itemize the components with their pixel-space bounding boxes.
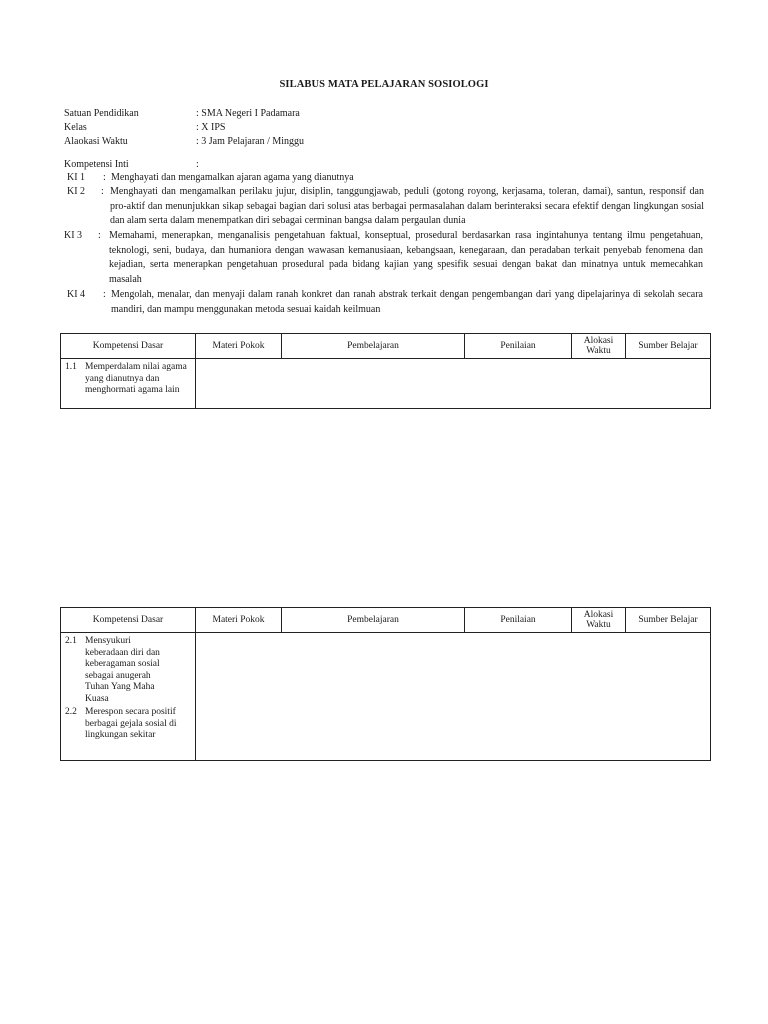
table-header-row	[61, 334, 711, 359]
ki-text: Mengolah, menalar, dan menyaji dalam ranah konkret dan ranah abstrak terkait dengan pengembangan dari yang dipelajarinya di sekolah secara mandiri, dan mampu menggunakan metoda sesuai kaidah keilmuan	[111, 289, 703, 315]
syllabus-table-1	[60, 333, 711, 409]
ki-code: KI 2	[67, 186, 86, 197]
kd-text: Mensyukuri keberadaan diri dan keberagaman sosial sebagai anugerah Tuhan Yang Maha Kuasa	[85, 636, 160, 704]
table-row	[61, 633, 711, 761]
info-value: : SMA Negeri I Padamara	[196, 108, 300, 119]
ki-item-3	[64, 229, 707, 289]
ki-sep: :	[101, 186, 104, 197]
document-title: SILABUS MATA PELAJARAN SOSIOLOGI	[279, 79, 489, 90]
ki-code: KI 3	[64, 230, 83, 241]
col-header-penilaian: Penilaian	[465, 608, 572, 633]
ki-text: Menghayati dan mengamalkan perilaku jujur, disiplin, tanggungjawab, peduli (gotong royong, kerjasama, toleran, damai), santun, responsif dan pro-aktif dan menunjukkan sikap sebagai bagian dari solusi atas berbagai permasalahan dalam berinteraksi secara efektif dengan lingkungan sosial dan alam serta dalam menempatkan diri sebagai cerminan bangsa dalam pergaulan dunia	[110, 186, 704, 226]
col-header-alokasi-waktu: Alokasi Waktu	[572, 608, 626, 633]
ki-item-2	[67, 185, 707, 230]
ki-code: KI 4	[67, 289, 86, 300]
ki-sep: :	[103, 289, 106, 300]
col-header-kompetensi-dasar: Kompetensi Dasar	[61, 608, 196, 633]
col-header-sumber-belajar: Sumber Belajar	[626, 334, 711, 359]
ki-item-4	[67, 288, 707, 318]
empty-content-cell	[196, 633, 711, 761]
col-header-materi-pokok: Materi Pokok	[196, 334, 282, 359]
kd-text: Merespon secara positif berbagai gejala sosial di lingkungan sekitar	[85, 707, 177, 740]
table-header-row	[61, 608, 711, 633]
info-label: Satuan Pendidikan	[64, 108, 139, 119]
syllabus-table-2	[60, 607, 711, 761]
ki-text: Memahami, menerapkan, menganalisis pengetahuan faktual, konseptual, prosedural berdasarkan rasa ingintahunya tentang ilmu pengetahuan, teknologi, seni, budaya, dan humaniora dengan wawasan kemanusiaan, kebangsaan, kenegaraan, dan peradaban terkait penyebab fenomena dan kejadian, serta menerapkan pengetahuan prosedural pada bidang kajian yang spesifik sesuai dengan bakat dan minatnya untuk memecahkan masalah	[109, 230, 703, 285]
kompetensi-dasar-cell	[61, 359, 196, 409]
col-header-pembelajaran: Pembelajaran	[282, 608, 465, 633]
kompetensi-dasar-cell	[61, 633, 196, 761]
col-header-sumber-belajar: Sumber Belajar	[626, 608, 711, 633]
col-header-pembelajaran: Pembelajaran	[282, 334, 465, 359]
ki-item-1	[67, 171, 707, 186]
ki-sep: :	[98, 230, 101, 241]
col-header-penilaian: Penilaian	[465, 334, 572, 359]
col-header-materi-pokok: Materi Pokok	[196, 608, 282, 633]
kd-number: 2.2	[65, 707, 77, 717]
ki-code: KI 1	[67, 172, 86, 183]
info-label: Alaokasi Waktu	[64, 136, 128, 147]
ki-sep: :	[103, 172, 106, 183]
ki-text: Menghayati dan mengamalkan ajaran agama yang dianutnya	[111, 172, 354, 183]
info-value: : 3 Jam Pelajaran / Minggu	[196, 136, 305, 147]
ki-heading-sep: :	[196, 159, 199, 170]
kd-number: 2.1	[65, 636, 77, 646]
kd-number: 1.1	[65, 362, 77, 372]
col-header-alokasi-waktu: Alokasi Waktu	[572, 334, 626, 359]
kd-item	[65, 636, 193, 705]
info-label: Kelas	[64, 122, 87, 133]
kd-item	[65, 362, 193, 397]
empty-content-cell	[196, 359, 711, 409]
kd-text: Memperdalam nilai agama yang dianutnya dan menghormati agama lain	[85, 362, 187, 395]
col-header-kompetensi-dasar: Kompetensi Dasar	[61, 334, 196, 359]
kd-item	[65, 707, 193, 742]
table-row	[61, 359, 711, 409]
kompetensi-inti-heading	[64, 158, 199, 171]
ki-heading-label: Kompetensi Inti	[64, 159, 129, 170]
info-value: : X IPS	[196, 122, 226, 133]
